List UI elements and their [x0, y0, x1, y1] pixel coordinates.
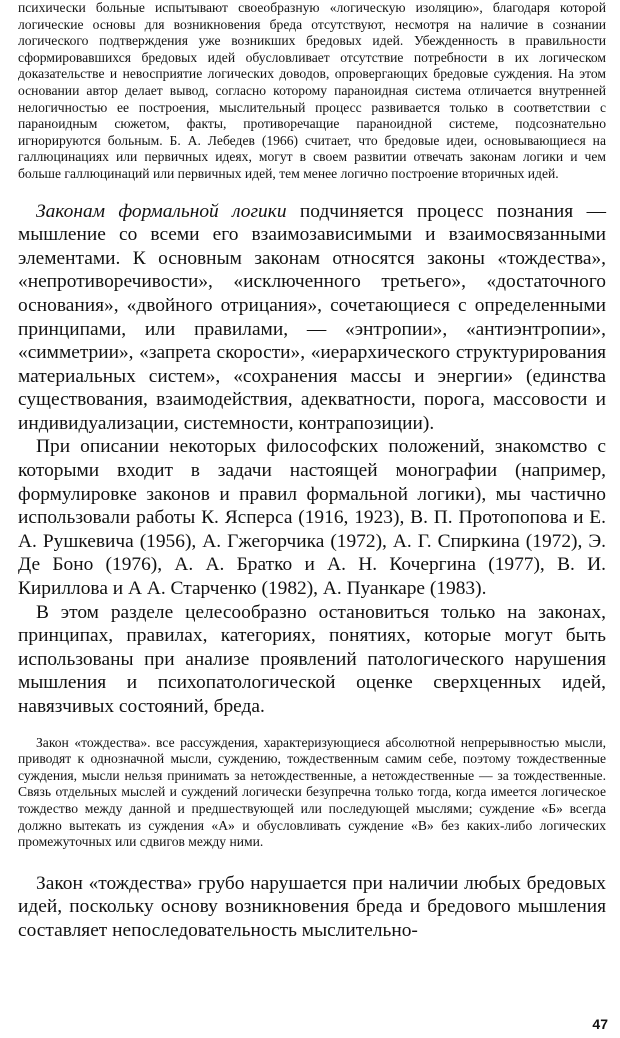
page-number: 47: [592, 1016, 608, 1032]
paragraph-logical-isolation: психически больные испытывают своеобразную «логическую изоляцию», благодаря которой логические основы для возникновения бреда отсутствуют, несмотря на наличие в сознании логического подтверждения уже возникших бредовых идей. Убежденность в правильности сформировавшихся бредовых идей обусловливает отсутствие потребности в их логическом доказательстве и невосприятие логических доводов, опровергающих бредовые суждения. На этом основании автор делает вывод, согласно которому параноидная система отличается внутренней нелогичностью ее построения, мыслительный процесс развивается только в соответствии с параноидным сюжетом, факты, противоречащие параноидной системе, подсознательно игнорируются больным. Б. А. Лебедев (1966) считает, что бредовые идеи, основывающиеся на галлюцинациях или первичных идеях, могут в своем развитии отвечать законам логики и чем больше галлюцинаций или первичных идей, тем менее логично построение вторичных идей.: [18, 0, 606, 181]
paragraph-formal-logic-body: подчиняется процесс познания — мышление со всеми его взаимозависимыми и взаимосвязанными элементами. К основным законам относятся законы «тождества», «непротиворечивости», «исключенного третьего», «достаточного основания», «двойного отрицания», сочетающиеся с определенными принципами, или правилами, — «энтропии», «антиэнтропии», «симметрии», «запрета скорости», «иерархического структурирования материальных систем», «сохранения массы и энергии» (единства существования, взаимодействия, адекватности, порога, массовости и индивидуализации, системности, контрапозиции).: [18, 200, 607, 434]
paragraph-identity-law-definition: Закон «тождества». все рассуждения, характеризующиеся абсолютной непрерывностью мысли, приводят к однозначной мысли, суждению, тождественным самим себе, поэтому тождественные суждения, мысли нельзя принимать за нетождественные, а нетождественные — за тождественные. Связь отдельных мыслей и суждений логически безупречна только тогда, когда имеется логическое тождество между данной и предшествующей или последующей мыслями; суждение «Б» всегда должно вытекать из суждения «А» и обусловливать суждение «В» без каких-либо логических промежуточных или сдвигов между ними.: [18, 734, 606, 850]
italic-lead-phrase: Законам формальной логики: [36, 200, 287, 222]
paragraph-formal-logic-laws: [18, 200, 606, 436]
paragraph-identity-law-violation: Закон «тождества» грубо нарушается при наличии любых бредовых идей, поскольку основу возникновения бреда и бредового мышления составляет непоследовательность мыслительно-: [18, 872, 606, 941]
paragraph-sources: При описании некоторых философских положений, знакомство с которыми входит в задачи настоящей монографии (например, формулировке законов и правил формальной логики), мы частично использовали работы К. Ясперса (1916, 1923), В. П. Протопопова и Е. А. Рушкевича (1956), А. Гжегорчика (1972), А. Г. Спиркина (1972), Э. Де Боно (1976), А. А. Братко и А. Н. Кочергина (1977), В. И. Кириллова и А А. Старченко (1982), А. Пуанкаре (1983).: [18, 436, 606, 600]
paragraph-section-scope: В этом разделе целесообразно остановиться только на законах, принципах, правилах, категориях, понятиях, которые могут быть использованы при анализе проявлений патологического нарушения мышления и психопатологической оценке сверхценных идей, навязчивых состояний, бреда.: [18, 601, 606, 717]
